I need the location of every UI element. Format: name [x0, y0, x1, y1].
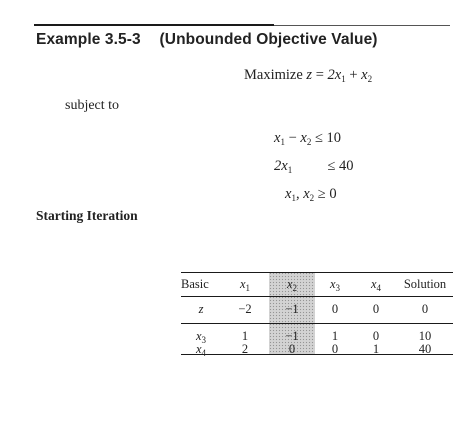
basic-x4: $x_4$: [195, 342, 207, 358]
basic-x3: $x_3$: [195, 329, 207, 345]
simplex-tableau: [181, 272, 453, 366]
table-header-row: [181, 273, 453, 296]
objective-term-2: $x_2$: [361, 67, 373, 84]
example-heading: [36, 31, 378, 49]
cell-x3-solution: 10: [418, 329, 432, 343]
simplex-table: [181, 273, 453, 356]
subject-to-label: subject to: [65, 98, 120, 113]
cell-x4-solution: 40: [418, 342, 432, 356]
cell-z-x3: 0: [331, 302, 339, 316]
cell-z-x4: 0: [372, 302, 380, 316]
cell-x3-x1: 1: [241, 329, 249, 343]
table-row: [181, 343, 453, 356]
objective-lhs: z: [306, 67, 313, 83]
constraint-nonnegativity: $x_1$, $x_2 \ge 0$: [285, 186, 337, 203]
constraint-2: $2x_1 \le 40$: [274, 158, 354, 175]
cell-x4-x4: 1: [372, 342, 380, 356]
cell-x3-x4: 0: [372, 329, 380, 343]
cell-x4-x1: 2: [241, 342, 249, 356]
top-rule-right: [274, 25, 450, 26]
cell-x4-x3: 0: [331, 342, 339, 356]
header-x1: $x_1$: [239, 277, 251, 293]
cell-z-x2: −1: [285, 302, 299, 316]
header-x4: $x_4$: [370, 277, 382, 293]
objective-term-1: $2x_1$: [327, 67, 346, 84]
table-row: [181, 323, 453, 343]
maximize-label: Maximize: [244, 67, 303, 83]
table-row: [181, 296, 453, 323]
objective-function: [244, 67, 372, 84]
cell-x3-x2: −1: [285, 329, 299, 343]
cell-x3-x3: 1: [331, 329, 339, 343]
header-x3: $x_3$: [329, 277, 341, 293]
header-x2: $x_2$: [286, 277, 298, 293]
cell-z-solution: 0: [421, 302, 429, 316]
header-solution: Solution: [403, 277, 447, 291]
objective-equals: =: [315, 67, 324, 83]
cell-z-x1: −2: [238, 302, 252, 316]
basic-z: z: [198, 302, 204, 316]
example-subtitle: (Unbounded Objective Value): [159, 31, 378, 48]
constraint-1: $x_1 - x_2 \le 10$: [274, 130, 342, 147]
top-rule-left: [34, 24, 274, 26]
section-title: Starting Iteration: [36, 208, 138, 223]
cell-x4-x2: 0: [288, 342, 296, 356]
header-basic: Basic: [181, 277, 209, 291]
example-number: Example 3.5-3: [36, 31, 141, 48]
objective-plus: +: [349, 67, 358, 83]
